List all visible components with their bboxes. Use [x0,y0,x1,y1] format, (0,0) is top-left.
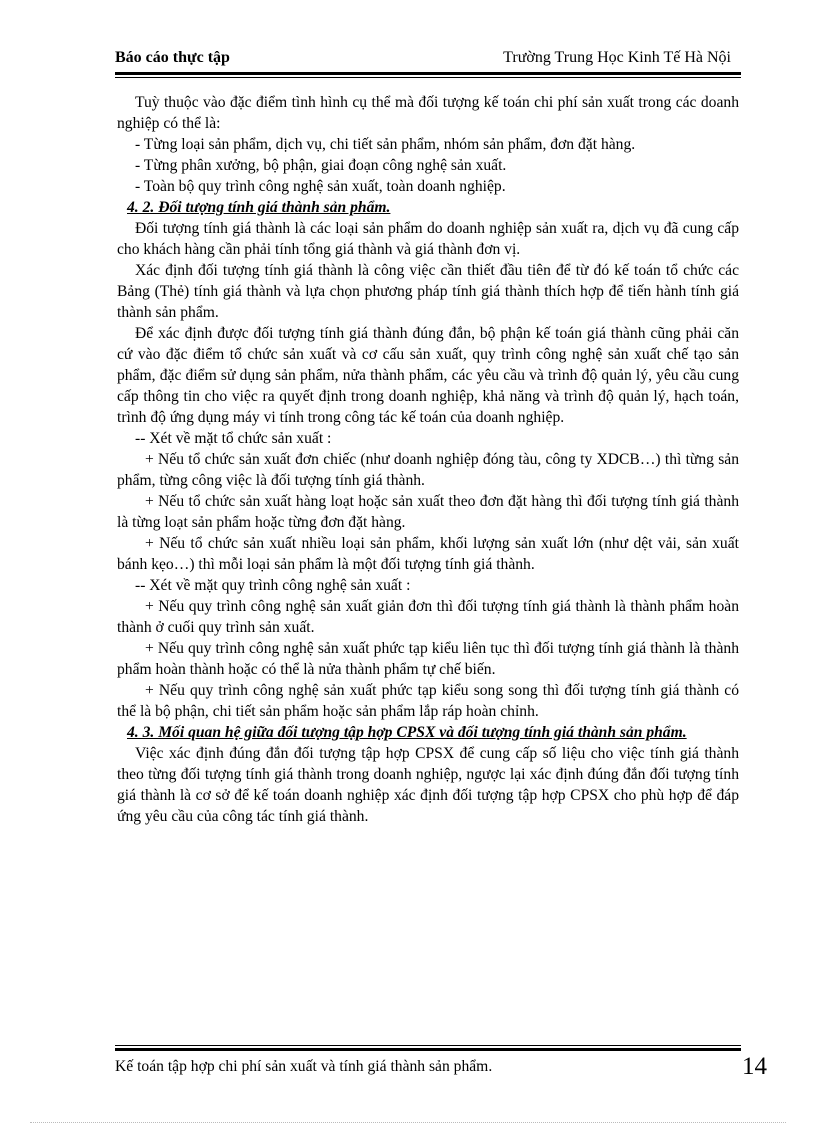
header-rule-thin [115,77,741,78]
footer-rule-thick [115,1048,741,1051]
paragraph: Xác định đối tượng tính giá thành là công việc cần thiết đầu tiên để từ đó kế toán tổ chức các Bảng (Thẻ) tính giá thành và lựa chọn phương pháp tính giá thành thích hợp để tiến hành tính giá thành sản phẩm. [117,262,739,321]
page-header [115,47,741,73]
header-report-title: Báo cáo thực tập [115,49,230,66]
paragraph: Đối tượng tính giá thành là các loại sản phẩm do doanh nghiệp sản xuất ra, dịch vụ đã cung cấp cho khách hàng cần phải tính tổng giá thành và giá thành đơn vị. [117,220,739,258]
list-item: + Nếu quy trình công nghệ sản xuất phức tạp kiểu song song thì đối tượng tính giá thành có thể là bộ phận, chi tiết sản phẩm hoặc sản phẩm lắp ráp hoàn chỉnh. [117,682,739,720]
list-item: + Nếu tổ chức sản xuất hàng loạt hoặc sản xuất theo đơn đặt hàng thì đối tượng tính giá thành là từng loạt sản phẩm hoặc từng đơn đặt hàng. [117,493,739,531]
list-item: - Từng loại sản phẩm, dịch vụ, chi tiết sản phẩm, nhóm sản phẩm, đơn đặt hàng. [135,136,636,153]
footer-rule-thin [115,1045,741,1046]
list-item: + Nếu tổ chức sản xuất đơn chiếc (như doanh nghiệp đóng tàu, công ty XDCB…) thì từng sản phẩm, từng công việc là đối tượng tính giá thành. [117,451,739,489]
paragraph: Để xác định được đối tượng tính giá thành đúng đắn, bộ phận kế toán giá thành cũng phải căn cứ vào đặc điểm tổ chức sản xuất và cơ cấu sản xuất, quy trình công nghệ sản xuất chế tạo sản phẩm, đặc điểm sử dụng sản phẩm, nửa thành phẩm, các yêu cầu và trình độ quản lý, yêu cầu cung cấp thông tin cho việc ra quyết định trong doanh nghiệp, khả năng và trình độ quản lý, hạch toán, trình độ ứng dụng máy vi tính trong công tác kế toán của doanh nghiệp. [117,325,739,426]
subsection-label: -- Xét về mặt tổ chức sản xuất : [135,430,332,447]
page-content [117,92,739,827]
paragraph: Việc xác định đúng đắn đối tượng tập hợp CPSX để cung cấp số liệu cho việc tính giá thành theo từng đối tượng tính giá thành trong doanh nghiệp, ngược lại xác định đúng đắn đối tượng tính giá thành là cơ sở để kế toán doanh nghiệp xác định đối tượng tập hợp CPSX cho phù hợp để đáp ứng yêu cầu của công tác tính giá thành. [117,745,739,825]
list-item: + Nếu quy trình công nghệ sản xuất giản đơn thì đối tượng tính giá thành là thành phẩm hoàn thành ở cuối quy trình sản xuất. [117,598,739,636]
header-rule-thick [115,72,741,75]
paragraph: Tuỳ thuộc vào đặc điểm tình hình cụ thể mà đối tượng kế toán chi phí sản xuất trong các doanh nghiệp có thể là: [117,94,739,132]
list-item: - Toàn bộ quy trình công nghệ sản xuất, toàn doanh nghiệp. [135,178,506,195]
subsection-label: -- Xét về mặt quy trình công nghệ sản xuất : [135,577,411,594]
page-number: 14 [742,1053,767,1080]
list-item: + Nếu quy trình công nghệ sản xuất phức tạp kiểu liên tục thì đối tượng tính giá thành là thành phẩm hoàn thành hoặc có thể là nửa thành phẩm tự chế biến. [117,640,739,678]
section-heading-4-3: 4. 3. Mối quan hệ giữa đối tượng tập hợp CPSX và đối tượng tính giá thành sản phẩm. [127,724,687,741]
list-item: - Từng phân xưởng, bộ phận, giai đoạn công nghệ sản xuất. [135,157,507,174]
header-school-name: Trường Trung Học Kinh Tế Hà Nội [503,49,731,66]
footer-topic: Kế toán tập hợp chi phí sản xuất và tính giá thành sản phẩm. [115,1058,493,1075]
list-item: + Nếu tổ chức sản xuất nhiều loại sản phẩm, khối lượng sản xuất lớn (như dệt vải, sản xuất bánh kẹo…) thì mỗi loại sản phẩm là một đối tượng tính giá thành. [117,535,739,573]
section-heading-4-2: 4. 2. Đối tượng tính giá thành sản phẩm. [127,199,391,216]
page-footer [115,1045,767,1085]
